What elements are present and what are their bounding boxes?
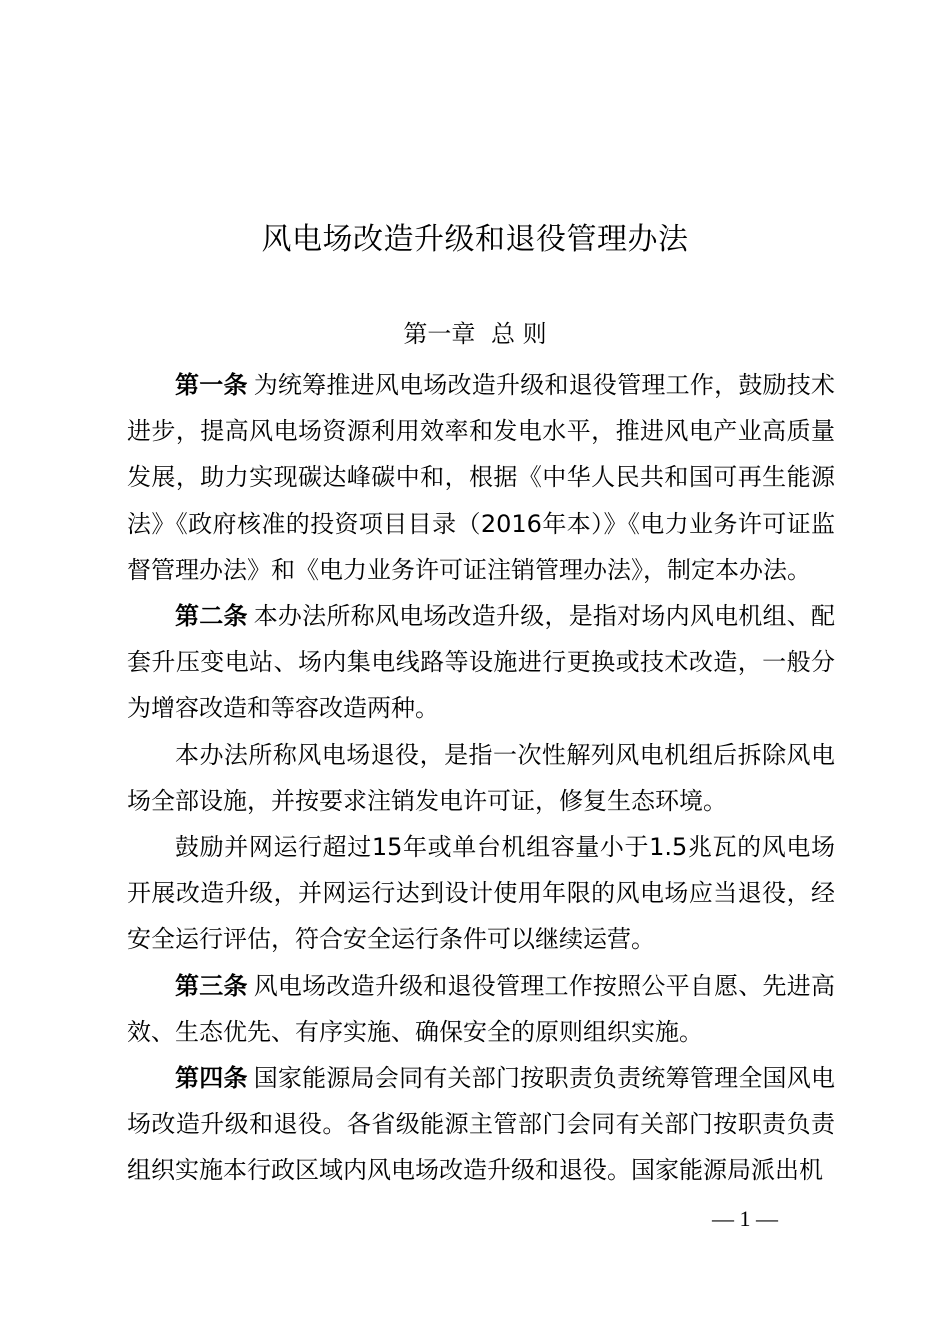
paragraph-text: 鼓励并网运行超过15年或单台机组容量小于1.5兆瓦的风电场开展改造升级，并网运行达到设计使用年限的风电场应当退役，经安全运行评估，符合安全运行条件可以继续运营。 [127, 833, 835, 954]
article-paragraph [127, 362, 835, 593]
document-body [127, 362, 835, 1194]
article-label: 第四条 [175, 1064, 248, 1093]
article-paragraph [127, 1055, 835, 1194]
page-number: — 1 — [712, 1206, 778, 1231]
article-text: 国家能源局会同有关部门按职责负责统筹管理全国风电场改造升级和退役。各省级能源主管部门会同有关部门按职责负责组织实施本行政区域内风电场改造升级和退役。国家能源局派出机 [127, 1064, 836, 1185]
article-label: 第三条 [175, 971, 248, 1000]
chapter-name: 总 则 [491, 320, 547, 348]
chapter-number: 第一章 [403, 320, 476, 348]
article-paragraph [127, 593, 835, 732]
article-text: 风电场改造升级和退役管理工作按照公平自愿、先进高效、生态优先、有序实施、确保安全的原则组织实施。 [127, 971, 836, 1046]
body-paragraph [127, 824, 835, 963]
article-label: 第一条 [175, 371, 248, 399]
article-paragraph [127, 963, 835, 1055]
document-title: 风电场改造升级和退役管理办法 [261, 222, 689, 257]
paragraph-text: 本办法所称风电场退役，是指一次性解列风电机组后拆除风电场全部设施，并按要求注销发电许可证，修复生态环境。 [127, 740, 835, 815]
article-text: 本办法所称风电场改造升级，是指对场内风电机组、配套升压变电站、场内集电线路等设施进行更换或技术改造，一般分为增容改造和等容改造两种。 [127, 602, 836, 723]
chapter-heading [0, 316, 950, 352]
article-text: 为统筹推进风电场改造升级和退役管理工作，鼓励技术进步，提高风电场资源利用效率和发电水平，推进风电产业高质量发展，助力实现碳达峰碳中和，根据《中华人民共和国可再生能源法》《政府核准的投资项目目录（2016年本）》《电力业务许可证监督管理办法》和《电力业务许可证注销管理办法》，制定本办法。 [127, 371, 836, 584]
article-label: 第二条 [175, 602, 248, 631]
body-paragraph [127, 732, 835, 824]
